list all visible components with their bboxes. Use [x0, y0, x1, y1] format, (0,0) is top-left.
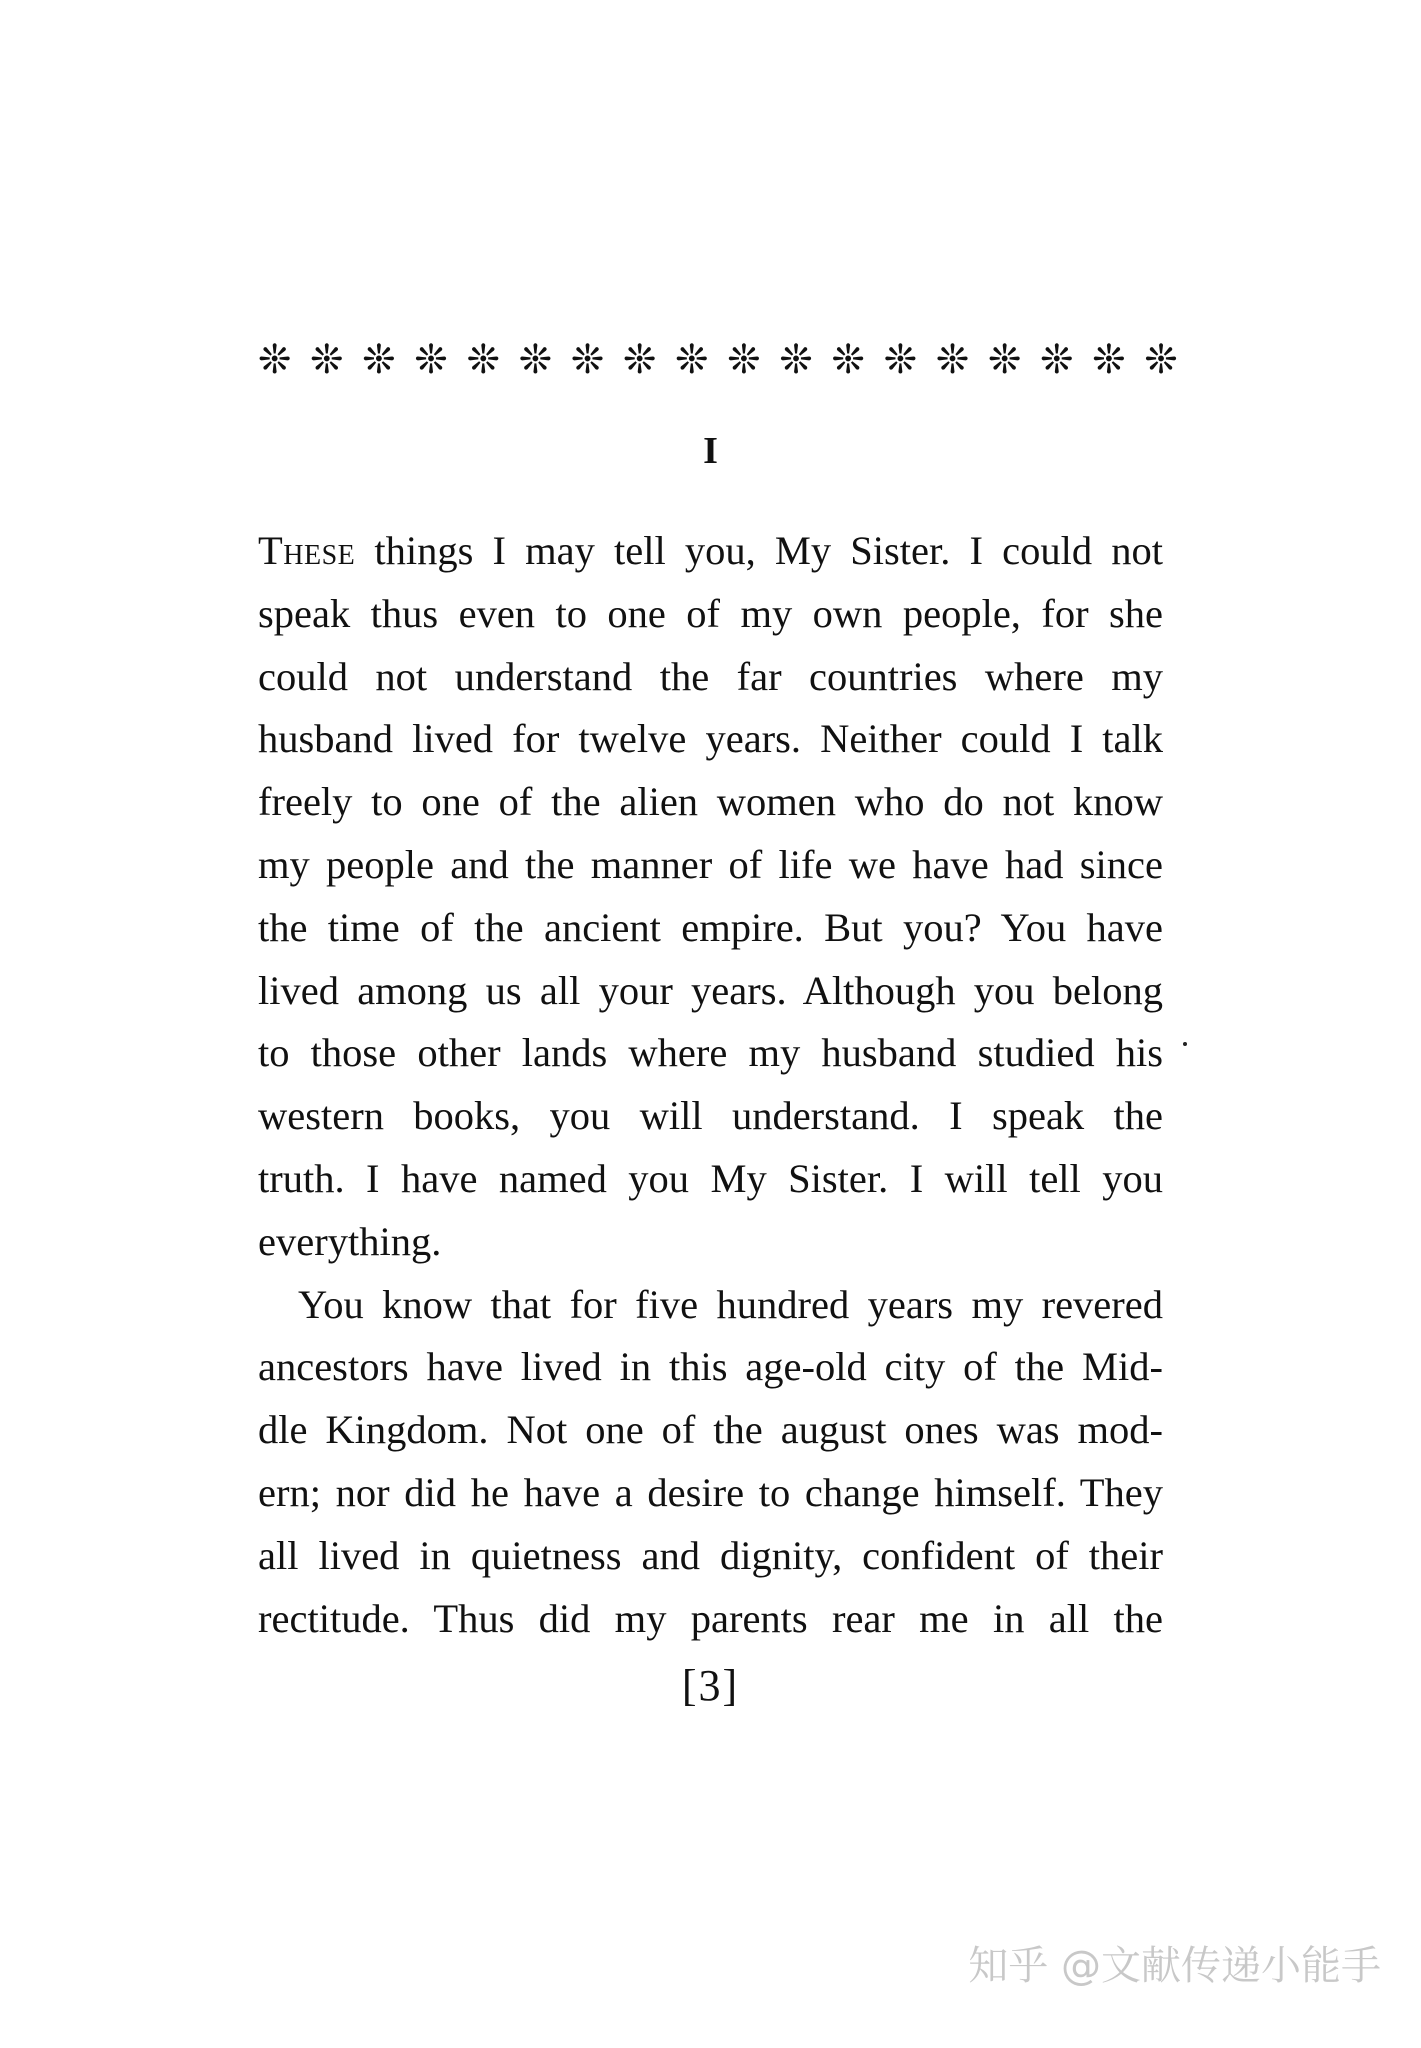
text-line-9: to those other lands where my husband studied his [258, 1030, 1163, 1076]
ornament-glyph: ❊ [258, 337, 292, 383]
body-text [258, 520, 1163, 1650]
text-line-17: all lived in quietness and dignity, confident of their [258, 1532, 1163, 1578]
ornament-glyph: ❊ [1040, 337, 1074, 383]
text-line-18: rectitude. Thus did my parents rear me in all the [258, 1595, 1163, 1641]
stray-mark [1183, 1042, 1187, 1046]
ornament-glyph: ❊ [362, 337, 396, 383]
ornament-glyph: ❊ [414, 337, 448, 383]
text-line-7: the time of the ancient empire. But you? You have [258, 904, 1163, 950]
text-line-12: everything. [258, 1218, 442, 1264]
text-line-8: lived among us all your years. Although you belong [258, 967, 1163, 1013]
ornament-glyph: ❊ [987, 337, 1022, 383]
ornament-glyph: ❊ [831, 337, 866, 383]
text-line-10: western books, you will understand. I speak the [258, 1093, 1163, 1139]
ornament-border [258, 330, 1178, 390]
ornament-glyph: ❊ [727, 337, 761, 383]
ornament-glyph: ❊ [466, 337, 501, 383]
chapter-number: I [703, 430, 718, 472]
text-line-2: speak thus even to one of my own people, for she [258, 590, 1163, 636]
ornament-glyph: ❊ [779, 337, 813, 383]
page-number: [3] [681, 1661, 740, 1710]
text-line-16: ern; nor did he have a desire to change himself. They [258, 1469, 1163, 1515]
text-line-14: ancestors have lived in this age-old city of the Mid- [258, 1344, 1163, 1390]
ornament-glyph: ❊ [310, 337, 344, 383]
ornament-glyph: ❊ [622, 337, 657, 383]
ornament-glyph: ❊ [1092, 337, 1126, 383]
watermark: 知乎 @文献传递小能手 [968, 1943, 1381, 1989]
text-line-1 [258, 520, 1163, 583]
ornament-glyph: ❊ [675, 337, 709, 383]
drop-word: These [258, 528, 356, 573]
text-line-4: husband lived for twelve years. Neither could I talk [258, 716, 1163, 762]
text-line-13: You know that for five hundred years my revered [298, 1281, 1163, 1327]
text-line-15: dle Kingdom. Not one of the august ones was mod- [258, 1407, 1163, 1453]
text-line-6: my people and the manner of life we have had since [258, 841, 1163, 887]
ornament-glyph: ❊ [883, 337, 918, 383]
text-line-3: could not understand the far countries where my [258, 653, 1163, 699]
text-line-11: truth. I have named you My Sister. I will tell you [258, 1155, 1163, 1201]
ornament-glyph: ❊ [935, 337, 970, 383]
text-line-5: freely to one of the alien women who do not know [258, 779, 1163, 825]
text-line-1-rest: things I may tell you, My Sister. I could not [355, 528, 1163, 573]
ornament-glyph: ❊ [570, 337, 605, 383]
ornament-glyph: ❊ [1144, 337, 1178, 383]
ornament-glyph: ❊ [518, 337, 553, 383]
